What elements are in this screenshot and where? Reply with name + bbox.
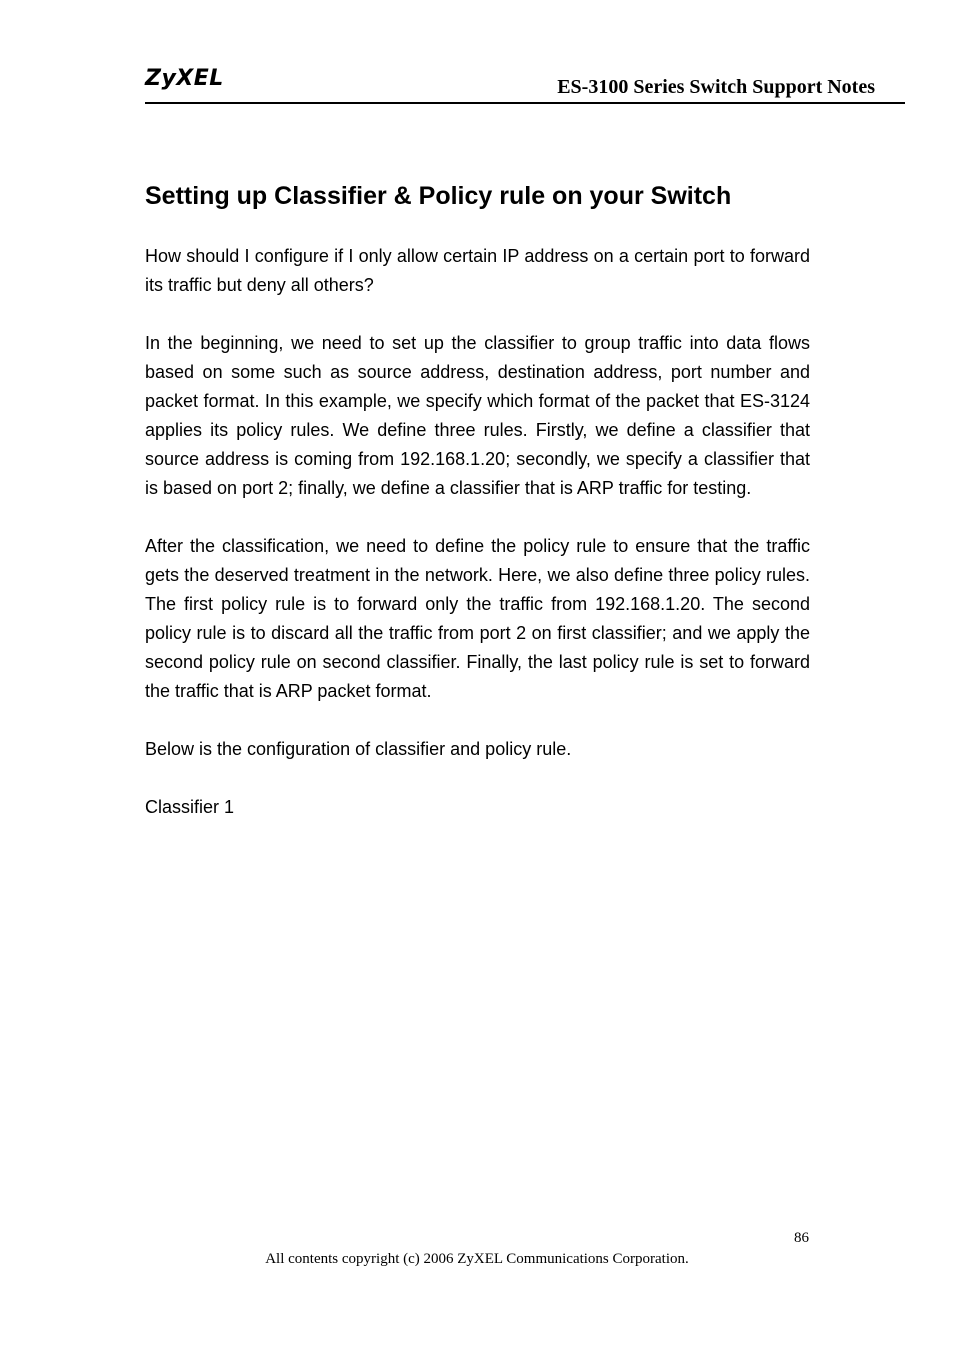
classifier-paragraph: In the beginning, we need to set up the classifier to group traffic into data flows based on some such as source address, destination address, port number and packet format. In this example, we specify which format of the packet that ES-3124 applies its policy rules. We define three rules. Firstly, we define a classifier that source address is coming from 192.168.1.20; secondly, we specify a classifier that is based on port 2; finally, we define a classifier that is ARP traffic for testing.: [145, 333, 810, 498]
zyxel-logo: ZyXEL: [145, 66, 224, 91]
page-header: [145, 64, 905, 104]
document-body: [145, 178, 810, 851]
classifier-1-label: Classifier 1: [145, 797, 235, 817]
policy-rule-paragraph: After the classification, we need to define the policy rule to ensure that the traffic gets the deserved treatment in the network. Here, we also define three policy rules. The first policy rule is to forward only the traffic from 192.168.1.20. The second policy rule is to discard all the traffic from port 2 on first classifier; and we apply the second policy rule on second classifier. Finally, the last policy rule is set to forward the traffic that is ARP packet format.: [145, 536, 810, 701]
page-number: 86: [794, 1230, 809, 1246]
header-title: ES-3100 Series Switch Support Notes: [557, 76, 875, 98]
configuration-intro-paragraph: Below is the configuration of classifier and policy rule.: [145, 739, 572, 759]
copyright-footer: All contents copyright (c) 2006 ZyXEL Communications Corporation.: [265, 1251, 689, 1267]
page-title: Setting up Classifier & Policy rule on your Switch: [145, 182, 732, 210]
intro-question-paragraph: How should I configure if I only allow certain IP address on a certain port to forward its traffic but deny all others?: [145, 246, 810, 295]
